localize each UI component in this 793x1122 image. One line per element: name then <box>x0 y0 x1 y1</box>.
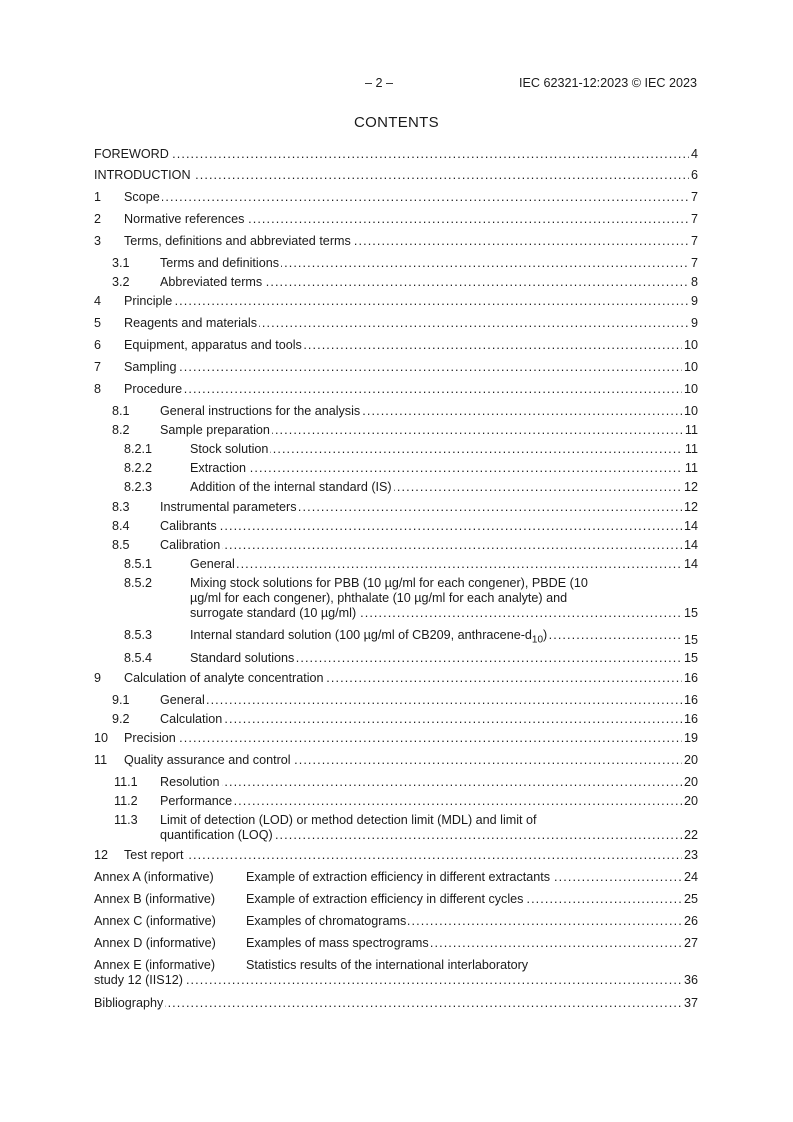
toc-entry-8-2[interactable]: 8.2 Sample preparation 11 . . . <box>94 423 698 442</box>
toc-entry-11-1[interactable]: 11.1 Resolution 20 . . . <box>94 775 698 794</box>
toc-entry-9-1[interactable]: 9.1 General 16 . . . <box>94 693 698 712</box>
toc-entry-8-5-1[interactable]: 8.5.1 General 14 . . . <box>94 557 698 576</box>
toc-entry-6[interactable]: 6 Equipment, apparatus and tools 10 . . . <box>94 338 698 360</box>
toc-entry-11-3[interactable]: 11.3 Limit of detection (LOD) or method detection limit (MDL) and limit of quantification (LOQ) 22 . . . <box>94 813 698 848</box>
toc-entry-8-5-2[interactable]: 8.5.2 Mixing stock solutions for PBB (10 µg/ml for each congener), PBDE (10 µg/ml for each congener), phthalate (10 µg/ml for each analyte) and surrogate standard (10 µg/ml) 15 . . . <box>94 576 698 628</box>
page-header <box>0 76 793 92</box>
toc-entry-4[interactable]: 4 Principle 9 . . . <box>94 294 698 316</box>
toc-entry-line-1: Limit of detection (LOD) or method detection limit (MDL) and limit of <box>160 813 537 827</box>
toc-entry-8-2-3[interactable]: 8.2.3 Addition of the internal standard (IS) 12 . . . <box>94 480 698 500</box>
toc-entry-introduction[interactable]: INTRODUCTION 6 . . . <box>94 168 698 190</box>
table-of-contents <box>94 146 698 1018</box>
toc-entry-annex-d[interactable]: Annex D (informative) Examples of mass spectrograms 27 . . . <box>94 936 698 958</box>
toc-entry-annex-b[interactable]: Annex B (informative) Example of extraction efficiency in different cycles 25 . . . <box>94 892 698 914</box>
toc-entry-8-5[interactable]: 8.5 Calibration 14 . . . <box>94 538 698 557</box>
toc-entry-8-4[interactable]: 8.4 Calibrants 14 . . . <box>94 519 698 538</box>
toc-entry-8-1[interactable]: 8.1 General instructions for the analysis 10 . . . <box>94 404 698 423</box>
toc-entry-8-2-2[interactable]: 8.2.2 Extraction 11 . . . <box>94 461 698 480</box>
toc-entry-1[interactable]: 1 Scope 7 . . . <box>94 190 698 212</box>
toc-entry-line-2: µg/ml for each congener), phthalate (10 µg/ml for each analyte) and <box>190 591 568 605</box>
toc-entry-11[interactable]: 11 Quality assurance and control 20 . . . <box>94 753 698 775</box>
toc-entry-3[interactable]: 3 Terms, definitions and abbreviated terms 7 . . . <box>94 234 698 256</box>
toc-entry-9-2[interactable]: 9.2 Calculation 16 . . . <box>94 712 698 731</box>
page-title: CONTENTS <box>354 114 439 131</box>
toc-entry-8-5-3[interactable]: 8.5.3 Internal standard solution (100 µg/ml of CB209, anthracene-$d_{10}$) 15 . . . <box>94 628 698 651</box>
toc-entry-bibliography[interactable]: Bibliography 37 . . . <box>94 996 698 1018</box>
toc-entry-3-2[interactable]: 3.2 Abbreviated terms 8 . . . <box>94 275 698 294</box>
page-number: – 2 – <box>365 76 394 90</box>
toc-entry-3-1[interactable]: 3.1 Terms and definitions 7 . . . <box>94 256 698 275</box>
toc-entry-12[interactable]: 12 Test report 23 . . . <box>94 848 698 870</box>
toc-entry-8-2-1[interactable]: 8.2.1 Stock solution 11 . . . <box>94 442 698 461</box>
toc-entry-line-1: Statistics results of the international interlaboratory <box>246 958 529 972</box>
toc-entry-10[interactable]: 10 Precision 19 . . . <box>94 731 698 753</box>
toc-entry-9[interactable]: 9 Calculation of analyte concentration 16 . . . <box>94 671 698 693</box>
toc-entry-11-2[interactable]: 11.2 Performance 20 . . . <box>94 794 698 813</box>
toc-entry-annex-a[interactable]: Annex A (informative) Example of extraction efficiency in different extractants 24 . . . <box>94 870 698 892</box>
document-reference: IEC 62321-12:2023 © IEC 2023 <box>518 76 697 90</box>
toc-entry-2[interactable]: 2 Normative references 7 . . . <box>94 212 698 234</box>
toc-entry-8[interactable]: 8 Procedure 10 . . . <box>94 382 698 404</box>
toc-entry-8-3[interactable]: 8.3 Instrumental parameters 12 . . . <box>94 500 698 519</box>
toc-entry-7[interactable]: 7 Sampling 10 . . . <box>94 360 698 382</box>
toc-entry-foreword[interactable]: FOREWORD 4 . . . <box>94 147 698 169</box>
toc-entry-5[interactable]: 5 Reagents and materials 9 . . . <box>94 316 698 338</box>
toc-entry-line-1: Mixing stock solutions for PBB (10 µg/ml for each congener), PBDE (10 <box>190 576 588 590</box>
toc-entry-annex-e[interactable]: Annex E (informative) Statistics results of the international interlaboratory study 12 (IIS12) 36 . . . <box>94 958 698 996</box>
toc-entry-annex-c[interactable]: Annex C (informative) Examples of chromatograms 26 . . . <box>94 914 698 936</box>
toc-entry-8-5-4[interactable]: 8.5.4 Standard solutions 15 . . . <box>94 651 698 671</box>
